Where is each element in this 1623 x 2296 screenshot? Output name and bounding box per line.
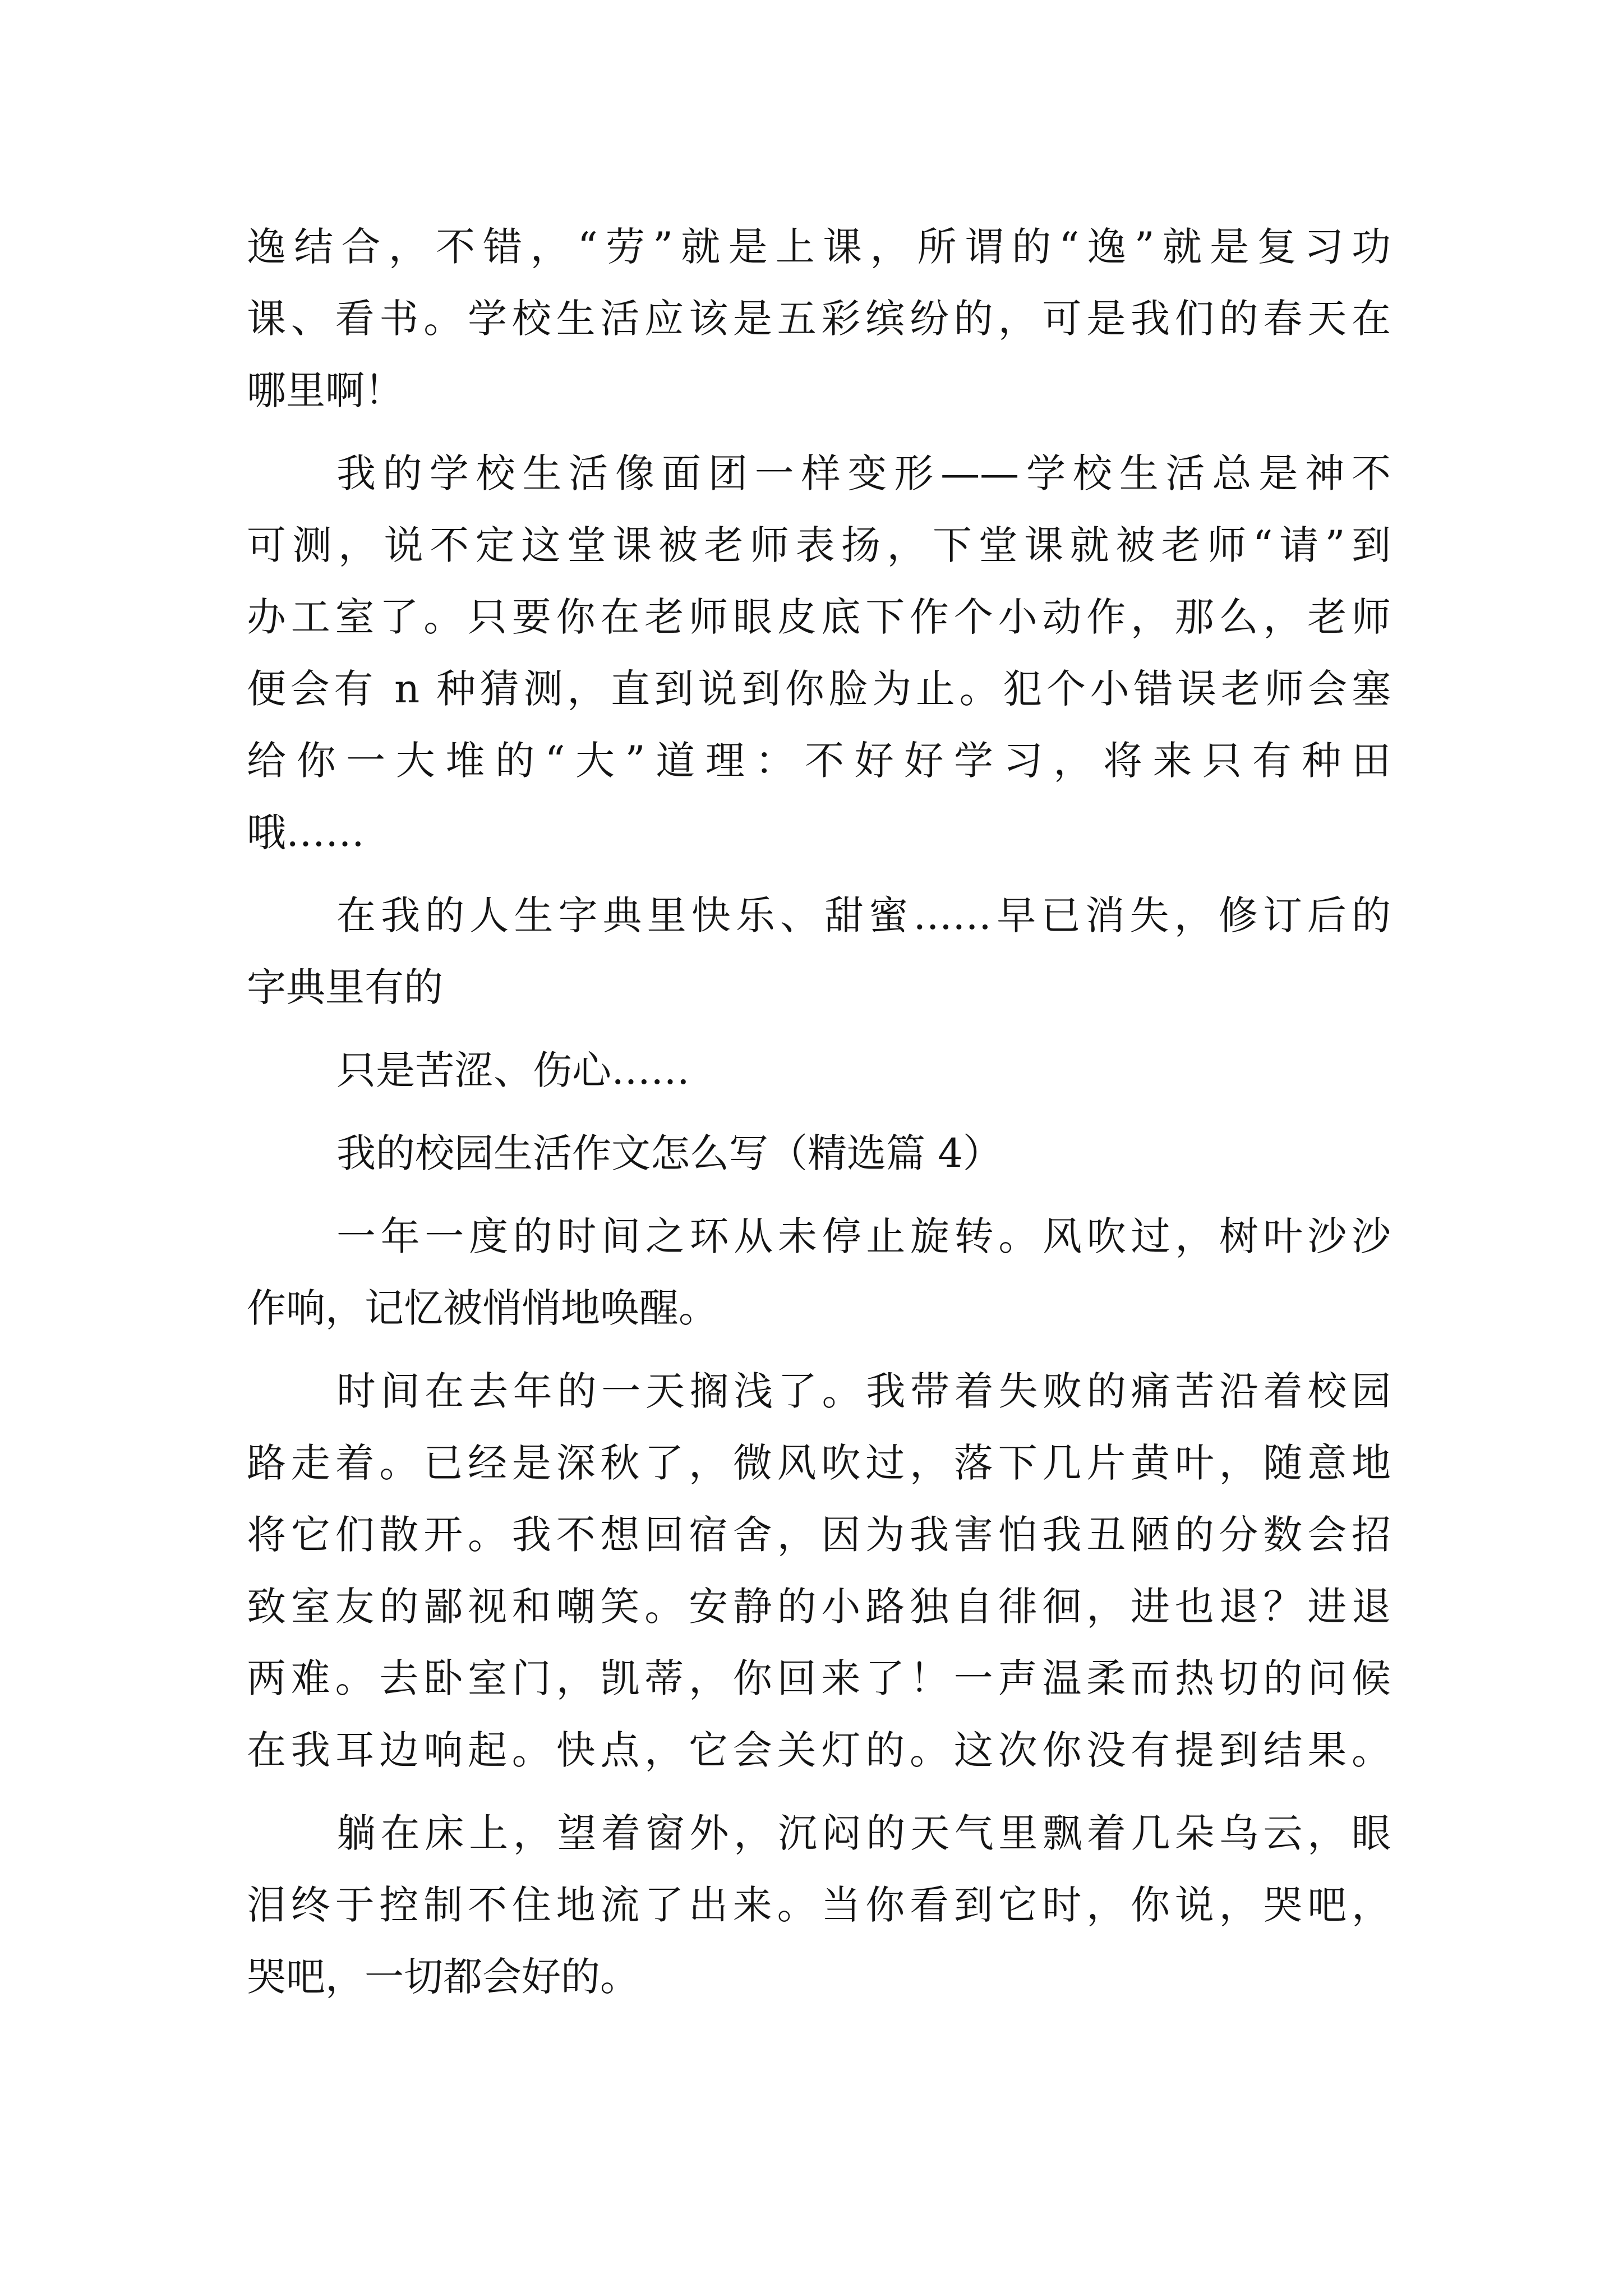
text-line: 哪里啊！: [247, 367, 404, 413]
paragraph-first-line: 一年一度的时间之环从未停止旋转。风吹过，树叶沙沙: [336, 1213, 1391, 1259]
text-line: 字典里有的: [247, 964, 443, 1010]
paragraph-first-line: 只是苦涩、伤心……: [336, 1047, 690, 1093]
text-line: 逸结合，不错，“劳”就是上课，所谓的“逸”就是复习功: [247, 224, 1391, 270]
text-line: 作响，记忆被悄悄地唤醒。: [247, 1285, 718, 1331]
text-line: 课、看书。学校生活应该是五彩缤纷的，可是我们的春天在: [247, 296, 1391, 342]
paragraph-first-line: 我的学校生活像面团一样变形——学校生活总是神不: [336, 450, 1391, 496]
paragraph-first-line: 时间在去年的一天搁浅了。我带着失败的痛苦沿着校园: [336, 1368, 1391, 1414]
paragraph-first-line: 在我的人生字典里快乐、甜蜜……早已消失，修订后的: [336, 892, 1391, 938]
text-line: 哦……: [247, 809, 365, 855]
text-line: 可测，说不定这堂课被老师表扬，下堂课就被老师“请”到: [247, 522, 1391, 568]
paragraph-first-line: 躺在床上，望着窗外，沉闷的天气里飘着几朵乌云，眼: [336, 1810, 1391, 1856]
text-line: 两难。去卧室门，凯蒂，你回来了！一声温柔而热切的问候: [247, 1655, 1391, 1701]
text-line: 哭吧，一切都会好的。: [247, 1954, 639, 2000]
text-line: 办工室了。只要你在老师眼皮底下作个小动作，那么，老师: [247, 594, 1391, 640]
text-line: 给你一大堆的“大”道理：不好好学习，将来只有种田: [247, 738, 1391, 784]
text-line: 泪终于控制不住地流了出来。当你看到它时，你说，哭吧，: [247, 1882, 1391, 1928]
text-line: 路走着。已经是深秋了，微风吹过，落下几片黄叶，随意地: [247, 1440, 1391, 1486]
text-line: 致室友的鄙视和嘲笑。安静的小路独自徘徊，进也退？进退: [247, 1584, 1391, 1630]
section-heading: 我的校园生活作文怎么写（精选篇 4）: [336, 1130, 1002, 1176]
text-line: 将它们散开。我不想回宿舍，因为我害怕我丑陋的分数会招: [247, 1512, 1391, 1558]
text-line: 在我耳边响起。快点，它会关灯的。这次你没有提到结果。: [247, 1727, 1391, 1773]
text-line: 便会有 n 种猜测，直到说到你脸为止。犯个小错误老师会塞: [247, 666, 1391, 712]
